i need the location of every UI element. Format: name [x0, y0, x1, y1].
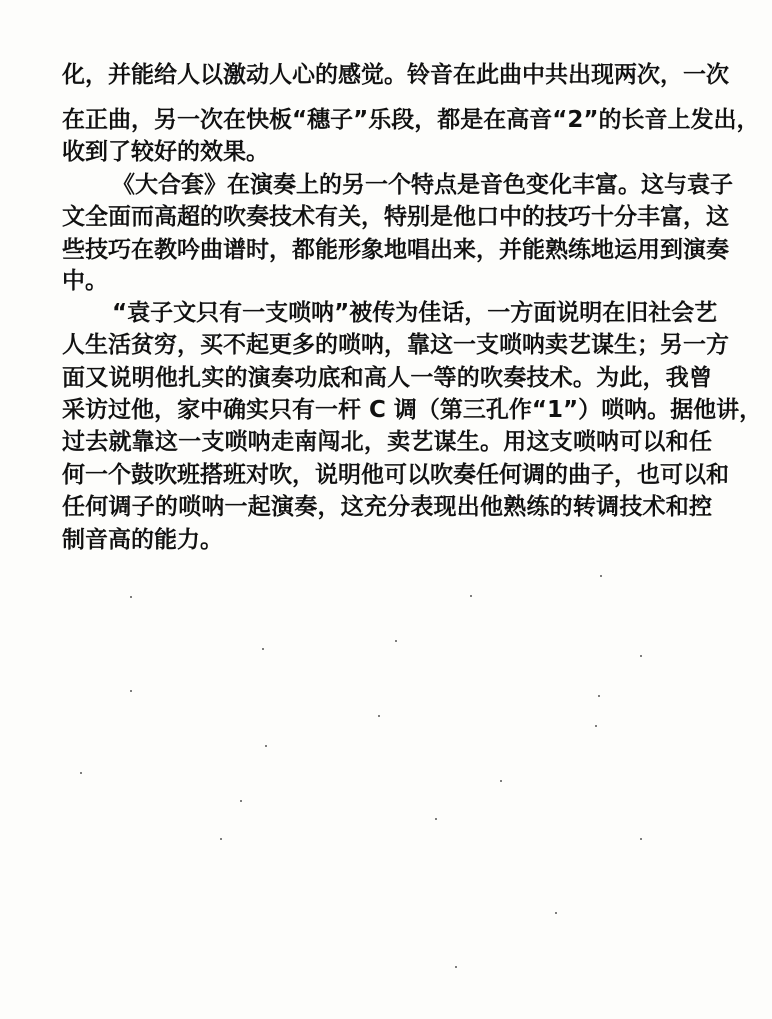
text-line: 文全面而高超的吹奏技术有关，特别是他口中的技巧十分丰富，这 [62, 204, 729, 230]
text-line: 化，并能给人以激动人心的感觉。铃音在此曲中共出现两次，一次 [62, 62, 729, 88]
text-line: 制音高的能力。 [62, 527, 223, 553]
text-line: 任何调子的唢呐一起演奏，这充分表现出他熟练的转调技术和控 [62, 494, 712, 520]
text-line: 面又说明他扎实的演奏功底和高人一等的吹奏技术。为此，我曾 [62, 365, 712, 391]
text-line: 过去就靠这一支唢呐走南闯北，卖艺谋生。用这支唢呐可以和任 [62, 429, 712, 455]
text-line: “袁子文只有一支唢呐”被传为佳话，一方面说明在旧社会艺 [112, 300, 718, 326]
text-line: 在正曲，另一次在快板“穗子”乐段，都是在高音“2”的长音上发出， [62, 107, 760, 133]
text-line: 何一个鼓吹班搭班对吹，说明他可以吹奏任何调的曲子，也可以和 [62, 462, 729, 488]
text-line: 中。 [62, 268, 108, 294]
text-line: 采访过他，家中确实只有一杆 C 调（第三孔作“1”）唢呐。据他讲， [62, 397, 763, 423]
text-line: 些技巧在教吟曲谱时，都能形象地唱出来，并能熟练地运用到演奏 [62, 237, 729, 263]
text-line: 人生活贫穷，买不起更多的唢呐，靠这一支唢呐卖艺谋生；另一方 [62, 332, 729, 358]
text-line: 《大合套》在演奏上的另一个特点是音色变化丰富。这与袁子 [112, 172, 733, 198]
text-line: 收到了较好的效果。 [62, 139, 269, 165]
